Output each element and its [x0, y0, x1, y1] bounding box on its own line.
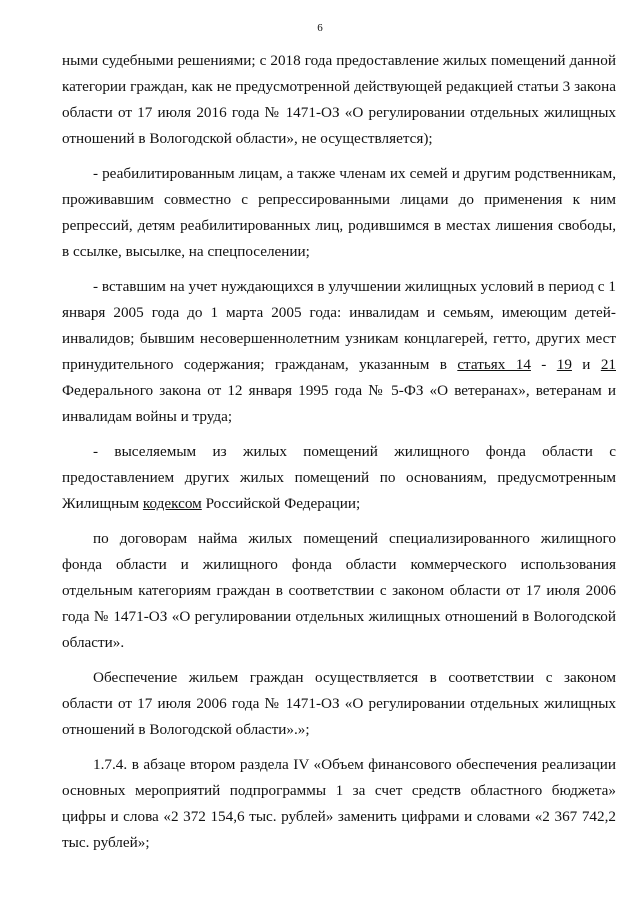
link-housing-code[interactable]: кодексом [142, 495, 202, 512]
paragraph-housing-provision: Обеспечение жильем граждан осуществляется в соответствии с законом области от 17 июля 2006 года № 1471-ОЗ «О регулировании отдельных жилищных отношений в Вологодской области».»; [62, 669, 616, 738]
separator-and: и [571, 356, 601, 373]
paragraph-evicted-persons [62, 439, 616, 517]
paragraph-registered-2005 [62, 274, 616, 430]
paragraph-evicted-persons-tail: Российской Федерации; [201, 495, 361, 512]
paragraph-rehabilitated-persons: - реабилитированным лицам, а также членам их семей и другим родственникам, проживавшим совместно с репрессированными лицами до применения к ним репрессий, детям реабилитированных лиц, родившимся в местах лишения свободы, в ссылке, высылке, на спецпоселении; [62, 165, 616, 260]
page-number: 6 [317, 22, 323, 34]
link-article-21[interactable]: 21 [600, 356, 616, 373]
link-article-19[interactable]: 19 [556, 356, 572, 373]
paragraph-registered-2005-text: - вставшим на учет нуждающихся в улучшении жилищных условий в период с 1 января 2005 года до 1 марта 2005 года: инвалидам и семьям, имеющим детей-инвалидов; бывшим несовершеннолетним узникам концлагерей, гетто, других мест принудительного содержания; гражданам, указанным в [62, 278, 616, 373]
paragraph-registered-2005-tail: Федерального закона от 12 января 1995 года № 5-ФЗ «О ветеранах», ветеранам и инвалидам войны и труда; [62, 382, 616, 425]
paragraph-lease-agreements: по договорам найма жилых помещений специализированного жилищного фонда области и жилищного фонда области коммерческого использования отдельным категориям граждан в соответствии с законом области от 17 июля 2006 года № 1471-ОЗ «О регулировании отдельных жилищных отношений в Вологодской области». [62, 530, 616, 651]
paragraph-court-decisions: ными судебными решениями; с 2018 года предоставление жилых помещений данной категории граждан, как не предусмотренной действующей редакцией статьи 3 закона области от 17 июля 2016 года № 1471-ОЗ «О регулировании отдельных жилищных отношений в Вологодской области», не осуществляется); [62, 52, 616, 147]
paragraph-evicted-persons-text: - выселяемым из жилых помещений жилищного фонда области с предоставлением других жилых помещений по основаниям, предусмотренным Жилищным [62, 443, 616, 512]
document-body [62, 48, 616, 865]
separator-dash: - [530, 356, 557, 373]
link-article-14[interactable]: статьях 14 [457, 356, 531, 373]
paragraph-1-7-4-amendment: 1.7.4. в абзаце втором раздела IV «Объем финансового обеспечения реализации основных мероприятий подпрограммы 1 за счет средств областного бюджета» цифры и слова «2 372 154,6 тыс. рублей» заменить цифрами и словами «2 367 742,2 тыс. рублей»; [62, 756, 616, 851]
